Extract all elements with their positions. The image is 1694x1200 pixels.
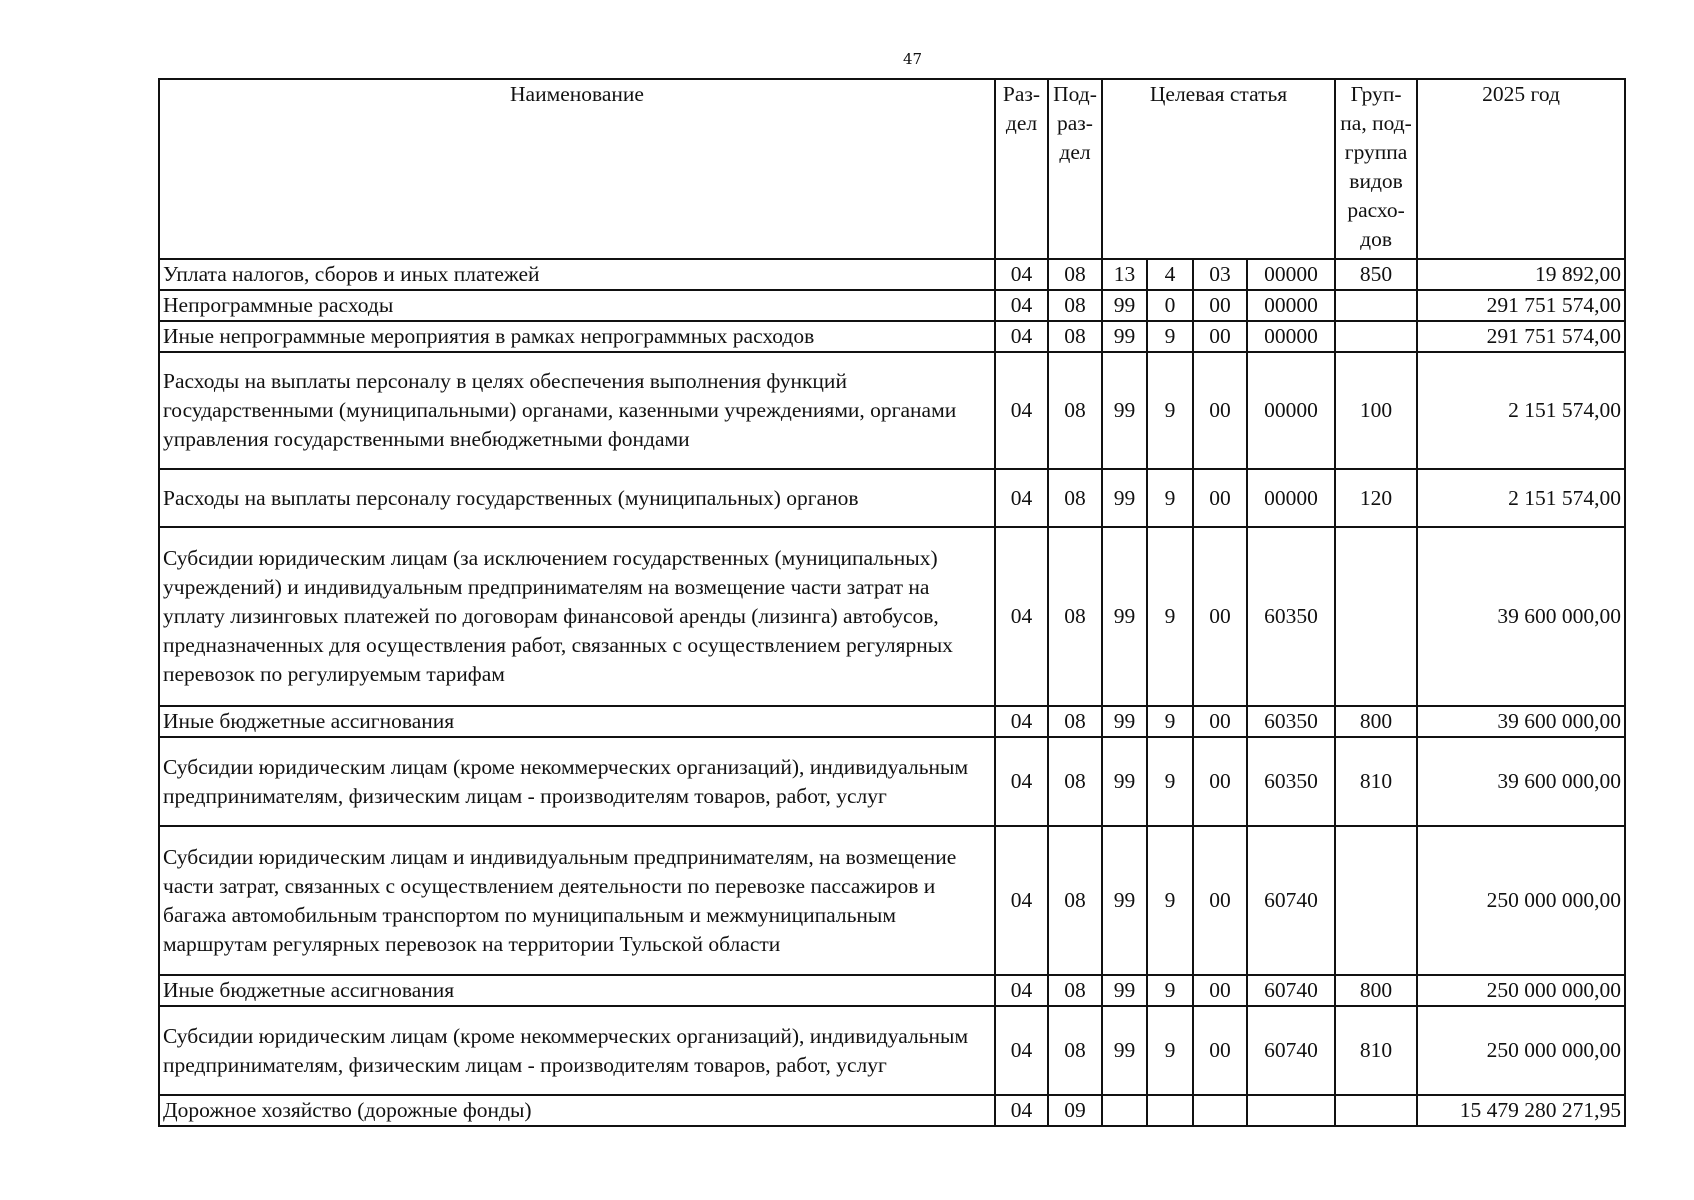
cell-name: Субсидии юридическим лицам (кроме некоммерческих организаций), индивидуальным предпринимателям, физическим лицам - производителям товаров, работ, услуг — [159, 737, 995, 826]
cell-amount: 291 751 574,00 — [1417, 290, 1625, 321]
cell-expense-group: 810 — [1335, 737, 1417, 826]
cell-target-4: 00000 — [1247, 259, 1335, 290]
cell-target-3 — [1193, 1095, 1247, 1126]
cell-expense-group: 100 — [1335, 352, 1417, 469]
cell-target-2: 9 — [1147, 737, 1193, 826]
cell-target-2: 9 — [1147, 321, 1193, 352]
table-row — [159, 975, 1625, 1006]
cell-expense-group: 800 — [1335, 975, 1417, 1006]
cell-name: Иные бюджетные ассигнования — [159, 975, 995, 1006]
table-row — [159, 527, 1625, 706]
cell-target-2: 4 — [1147, 259, 1193, 290]
cell-razdel: 04 — [995, 469, 1048, 527]
cell-amount: 250 000 000,00 — [1417, 1006, 1625, 1095]
cell-amount: 39 600 000,00 — [1417, 527, 1625, 706]
cell-target-1: 99 — [1102, 826, 1147, 975]
header-name: Наименование — [159, 79, 995, 259]
cell-target-2: 9 — [1147, 469, 1193, 527]
cell-name: Иные непрограммные мероприятия в рамках непрограммных расходов — [159, 321, 995, 352]
cell-podrazdel: 09 — [1048, 1095, 1102, 1126]
cell-target-3: 00 — [1193, 321, 1247, 352]
cell-podrazdel: 08 — [1048, 975, 1102, 1006]
cell-target-2: 9 — [1147, 826, 1193, 975]
cell-podrazdel: 08 — [1048, 527, 1102, 706]
cell-target-1: 99 — [1102, 469, 1147, 527]
cell-target-1: 99 — [1102, 321, 1147, 352]
cell-razdel: 04 — [995, 706, 1048, 737]
cell-podrazdel: 08 — [1048, 321, 1102, 352]
cell-target-3: 00 — [1193, 706, 1247, 737]
table-header-row — [159, 79, 1625, 259]
cell-target-4: 60740 — [1247, 975, 1335, 1006]
cell-target-4: 60350 — [1247, 706, 1335, 737]
cell-name: Уплата налогов, сборов и иных платежей — [159, 259, 995, 290]
header-target-article: Целевая статья — [1102, 79, 1335, 259]
cell-target-1: 99 — [1102, 737, 1147, 826]
cell-target-3: 00 — [1193, 527, 1247, 706]
cell-podrazdel: 08 — [1048, 352, 1102, 469]
cell-target-3: 00 — [1193, 826, 1247, 975]
cell-podrazdel: 08 — [1048, 290, 1102, 321]
table-row — [159, 469, 1625, 527]
cell-target-1 — [1102, 1095, 1147, 1126]
cell-name: Непрограммные расходы — [159, 290, 995, 321]
cell-target-4: 00000 — [1247, 290, 1335, 321]
cell-target-4: 60740 — [1247, 1006, 1335, 1095]
cell-razdel: 04 — [995, 527, 1048, 706]
cell-razdel: 04 — [995, 826, 1048, 975]
cell-target-3: 00 — [1193, 975, 1247, 1006]
cell-razdel: 04 — [995, 1095, 1048, 1126]
cell-podrazdel: 08 — [1048, 826, 1102, 975]
cell-amount: 19 892,00 — [1417, 259, 1625, 290]
cell-target-4: 60350 — [1247, 527, 1335, 706]
cell-target-2: 9 — [1147, 706, 1193, 737]
cell-name: Иные бюджетные ассигнования — [159, 706, 995, 737]
cell-target-2: 0 — [1147, 290, 1193, 321]
cell-name: Субсидии юридическим лицам (за исключением государственных (муниципальных) учреждений) и индивидуальным предпринимателям на возмещение части затрат на уплату лизинговых платежей по договорам финансовой аренды (лизинга) автобусов, предназначенных для осуществления работ, связанных с осуществлением регулярных перевозок по регулируемым тарифам — [159, 527, 995, 706]
cell-amount: 250 000 000,00 — [1417, 826, 1625, 975]
cell-target-4: 60740 — [1247, 826, 1335, 975]
cell-razdel: 04 — [995, 1006, 1048, 1095]
cell-target-3: 00 — [1193, 1006, 1247, 1095]
cell-podrazdel: 08 — [1048, 259, 1102, 290]
header-year-2025: 2025 год — [1417, 79, 1625, 259]
cell-amount: 39 600 000,00 — [1417, 737, 1625, 826]
cell-razdel: 04 — [995, 737, 1048, 826]
table-row — [159, 737, 1625, 826]
page-number: 47 — [902, 50, 923, 68]
cell-razdel: 04 — [995, 259, 1048, 290]
header-razdel: Раз- дел — [995, 79, 1048, 259]
cell-podrazdel: 08 — [1048, 706, 1102, 737]
cell-name: Субсидии юридическим лицам и индивидуальным предпринимателям, на возмещение части затрат, связанных с осуществлением деятельности по перевозке пассажиров и багажа автомобильным транспортом по муниципальным и межмуниципальным маршрутам регулярных перевозок на территории Тульской области — [159, 826, 995, 975]
cell-target-1: 99 — [1102, 706, 1147, 737]
cell-target-1: 99 — [1102, 352, 1147, 469]
cell-target-2: 9 — [1147, 1006, 1193, 1095]
cell-amount: 15 479 280 271,95 — [1417, 1095, 1625, 1126]
cell-target-4: 00000 — [1247, 352, 1335, 469]
cell-target-4: 00000 — [1247, 321, 1335, 352]
cell-target-2 — [1147, 1095, 1193, 1126]
cell-expense-group: 800 — [1335, 706, 1417, 737]
cell-target-3: 00 — [1193, 352, 1247, 469]
cell-target-4: 60350 — [1247, 737, 1335, 826]
table-row — [159, 352, 1625, 469]
cell-target-1: 13 — [1102, 259, 1147, 290]
cell-amount: 2 151 574,00 — [1417, 352, 1625, 469]
cell-expense-group: 850 — [1335, 259, 1417, 290]
cell-target-2: 9 — [1147, 975, 1193, 1006]
cell-expense-group: 120 — [1335, 469, 1417, 527]
cell-razdel: 04 — [995, 290, 1048, 321]
cell-target-1: 99 — [1102, 290, 1147, 321]
header-podrazdel: Под- раз- дел — [1048, 79, 1102, 259]
cell-razdel: 04 — [995, 321, 1048, 352]
cell-amount: 39 600 000,00 — [1417, 706, 1625, 737]
cell-target-3: 03 — [1193, 259, 1247, 290]
cell-target-3: 00 — [1193, 737, 1247, 826]
table-row — [159, 826, 1625, 975]
cell-target-4: 00000 — [1247, 469, 1335, 527]
cell-expense-group — [1335, 290, 1417, 321]
table-row — [159, 1006, 1625, 1095]
cell-amount: 291 751 574,00 — [1417, 321, 1625, 352]
cell-razdel: 04 — [995, 352, 1048, 469]
table-row — [159, 1095, 1625, 1126]
cell-amount: 2 151 574,00 — [1417, 469, 1625, 527]
cell-expense-group — [1335, 826, 1417, 975]
cell-podrazdel: 08 — [1048, 469, 1102, 527]
cell-name: Субсидии юридическим лицам (кроме некоммерческих организаций), индивидуальным предпринимателям, физическим лицам - производителям товаров, работ, услуг — [159, 1006, 995, 1095]
cell-podrazdel: 08 — [1048, 1006, 1102, 1095]
cell-target-3: 00 — [1193, 290, 1247, 321]
cell-expense-group: 810 — [1335, 1006, 1417, 1095]
budget-table — [158, 78, 1626, 1127]
cell-expense-group — [1335, 527, 1417, 706]
cell-expense-group — [1335, 1095, 1417, 1126]
cell-amount: 250 000 000,00 — [1417, 975, 1625, 1006]
cell-podrazdel: 08 — [1048, 737, 1102, 826]
cell-name: Расходы на выплаты персоналу в целях обеспечения выполнения функций государственными (муниципальными) органами, казенными учреждениями, органами управления государственными внебюджетными фондами — [159, 352, 995, 469]
cell-name: Дорожное хозяйство (дорожные фонды) — [159, 1095, 995, 1126]
cell-target-1: 99 — [1102, 1006, 1147, 1095]
table-row — [159, 321, 1625, 352]
cell-target-4 — [1247, 1095, 1335, 1126]
cell-razdel: 04 — [995, 975, 1048, 1006]
cell-expense-group — [1335, 321, 1417, 352]
table-row — [159, 290, 1625, 321]
table-row — [159, 259, 1625, 290]
cell-target-2: 9 — [1147, 352, 1193, 469]
table-row — [159, 706, 1625, 737]
cell-target-2: 9 — [1147, 527, 1193, 706]
cell-name: Расходы на выплаты персоналу государственных (муниципальных) органов — [159, 469, 995, 527]
cell-target-3: 00 — [1193, 469, 1247, 527]
cell-target-1: 99 — [1102, 527, 1147, 706]
header-expense-group: Груп- па, под- группа видов расхо- дов — [1335, 79, 1417, 259]
cell-target-1: 99 — [1102, 975, 1147, 1006]
